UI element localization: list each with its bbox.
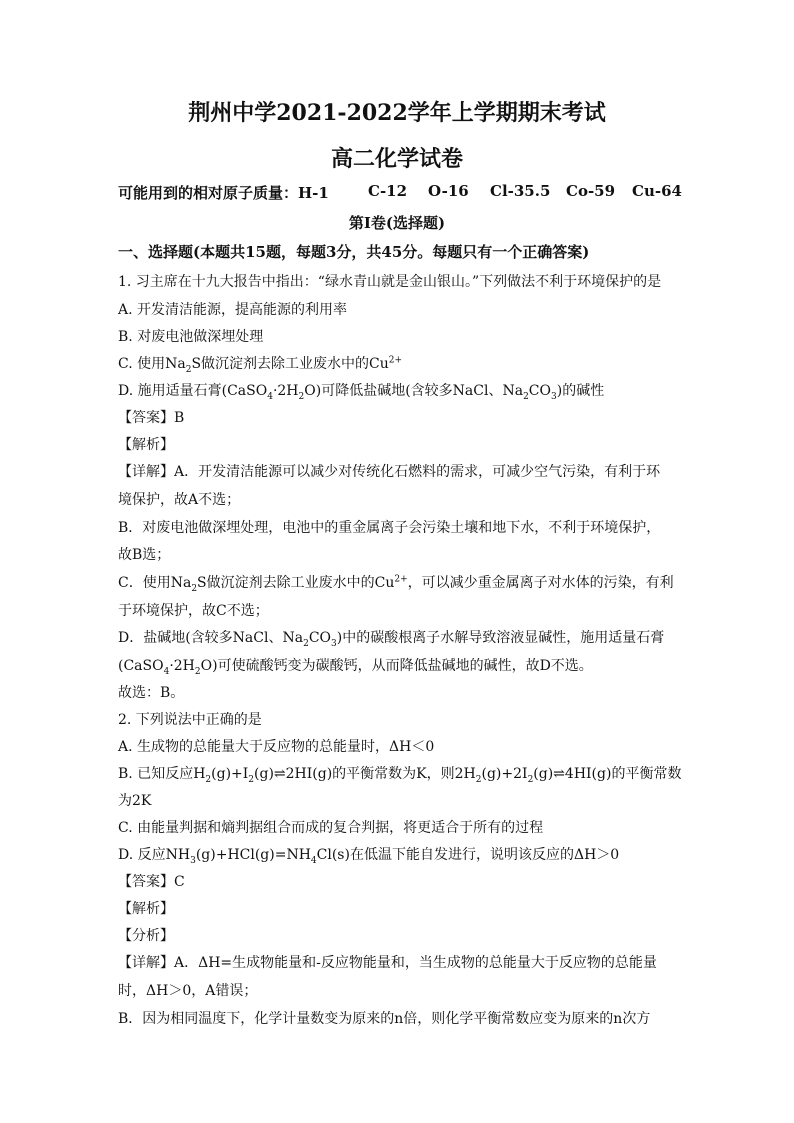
exam-title: 荆州中学2021-2022学年上学期期末考试 <box>188 100 606 126</box>
answer-label: 【答案】B <box>118 410 185 426</box>
text-line: $(CaSO_4\cdot 2H_2O)$可使硫酸钙变为碳酸钙，从而降低盐碱地的碱性，故D不选。 <box>118 658 593 677</box>
text-line: B. 对废电池做深埋处理 <box>118 329 264 345</box>
atomic-mass-item: O-16 <box>428 182 469 200</box>
text-line: A. 开发清洁能源，提高能源的利用率 <box>118 302 348 318</box>
text-line: 【详解】A．ΔH=生成物能量和-反应物能量和，当生成物的总能量大于反应物的总能量 <box>118 955 657 971</box>
atomic-mass-item: Co-59 <box>566 182 616 200</box>
text-line: C. 使用$Na_2S$做沉淀剂去除工业废水中的$Cu^{2+}$ <box>118 355 403 375</box>
text-line: 于环境保护，故C不选； <box>118 603 269 619</box>
exam-subtitle: 高二化学试卷 <box>330 146 463 172</box>
answer-label: 【答案】C <box>118 874 185 890</box>
atomic-mass-item: Cu-64 <box>632 182 682 200</box>
text-line: D．盐碱地(含较多NaCl、$Na_2CO_3$)中的碳酸根离子水解导致溶液显碱性，施用适量石膏 <box>118 630 665 649</box>
text-line: A. 生成物的总能量大于反应物的总能量时，ΔH＜0 <box>118 739 435 755</box>
text-line: 故B选； <box>118 547 171 563</box>
text-line: 【详解】A．开发清洁能源可以减少对传统化石燃料的需求，可减少空气污染，有利于环 <box>118 464 661 480</box>
text-line: 为2K <box>118 793 152 809</box>
volume-heading: 第Ⅰ卷(选择题) <box>348 214 446 232</box>
atomic-mass-item: Cl-35.5 <box>490 182 551 200</box>
text-line: B．因为相同温度下，化学计量数变为原来的n倍，则化学平衡常数应变为原来的n次方 <box>118 1011 651 1027</box>
analysis-label: 【分析】 <box>118 928 174 944</box>
text-line: B. 已知反应$H_2(g)+I_2(g)\rightleftharpoons 2HI(g)$的平衡常数为K，则$2H_2(g)+2I_2(g)\rightleftharpoons 4HI(g)$的平衡常数 <box>118 766 682 785</box>
section-heading: 一、选择题(本题共15题，每题3分，共45分。每题只有一个正确答案) <box>118 243 590 261</box>
text-line: 故选：B。 <box>118 685 185 701</box>
text-line: 1. 习主席在十九大报告中指出：“绿水青山就是金山银山。”下列做法不利于环境保护的是 <box>118 274 662 290</box>
text-line: D. 施用适量石膏$(CaSO_4\cdot 2H_2O)$可降低盐碱地(含较多NaCl、$Na_2CO_3$)的碱性 <box>118 383 605 402</box>
analysis-label: 【解析】 <box>118 437 174 453</box>
atomic-mass-item: C-12 <box>368 182 408 200</box>
text-line: 2. 下列说法中正确的是 <box>118 712 262 728</box>
analysis-label: 【解析】 <box>118 901 174 917</box>
text-line: 时，ΔH＞0，A错误； <box>118 983 258 999</box>
atomic-mass-label: 可能用到的相对原子质量：H-1 <box>118 184 329 202</box>
text-line: D. 反应$NH_3(g)+HCl(g)=NH_4Cl(s)$在低温下能自发进行，说明该反应的ΔH＞0 <box>118 847 620 866</box>
text-line: B．对废电池做深埋处理，电池中的重金属离子会污染土壤和地下水，不利于环境保护， <box>118 520 661 536</box>
text-line: C．使用$Na_2S$做沉淀剂去除工业废水中的$Cu^{2+}$，可以减少重金属离子对水体的污染，有利 <box>118 574 674 594</box>
text-line: C. 由能量判据和熵判据组合而成的复合判据，将更适合于所有的过程 <box>118 820 544 836</box>
text-line: 境保护，故A不选； <box>118 492 241 508</box>
